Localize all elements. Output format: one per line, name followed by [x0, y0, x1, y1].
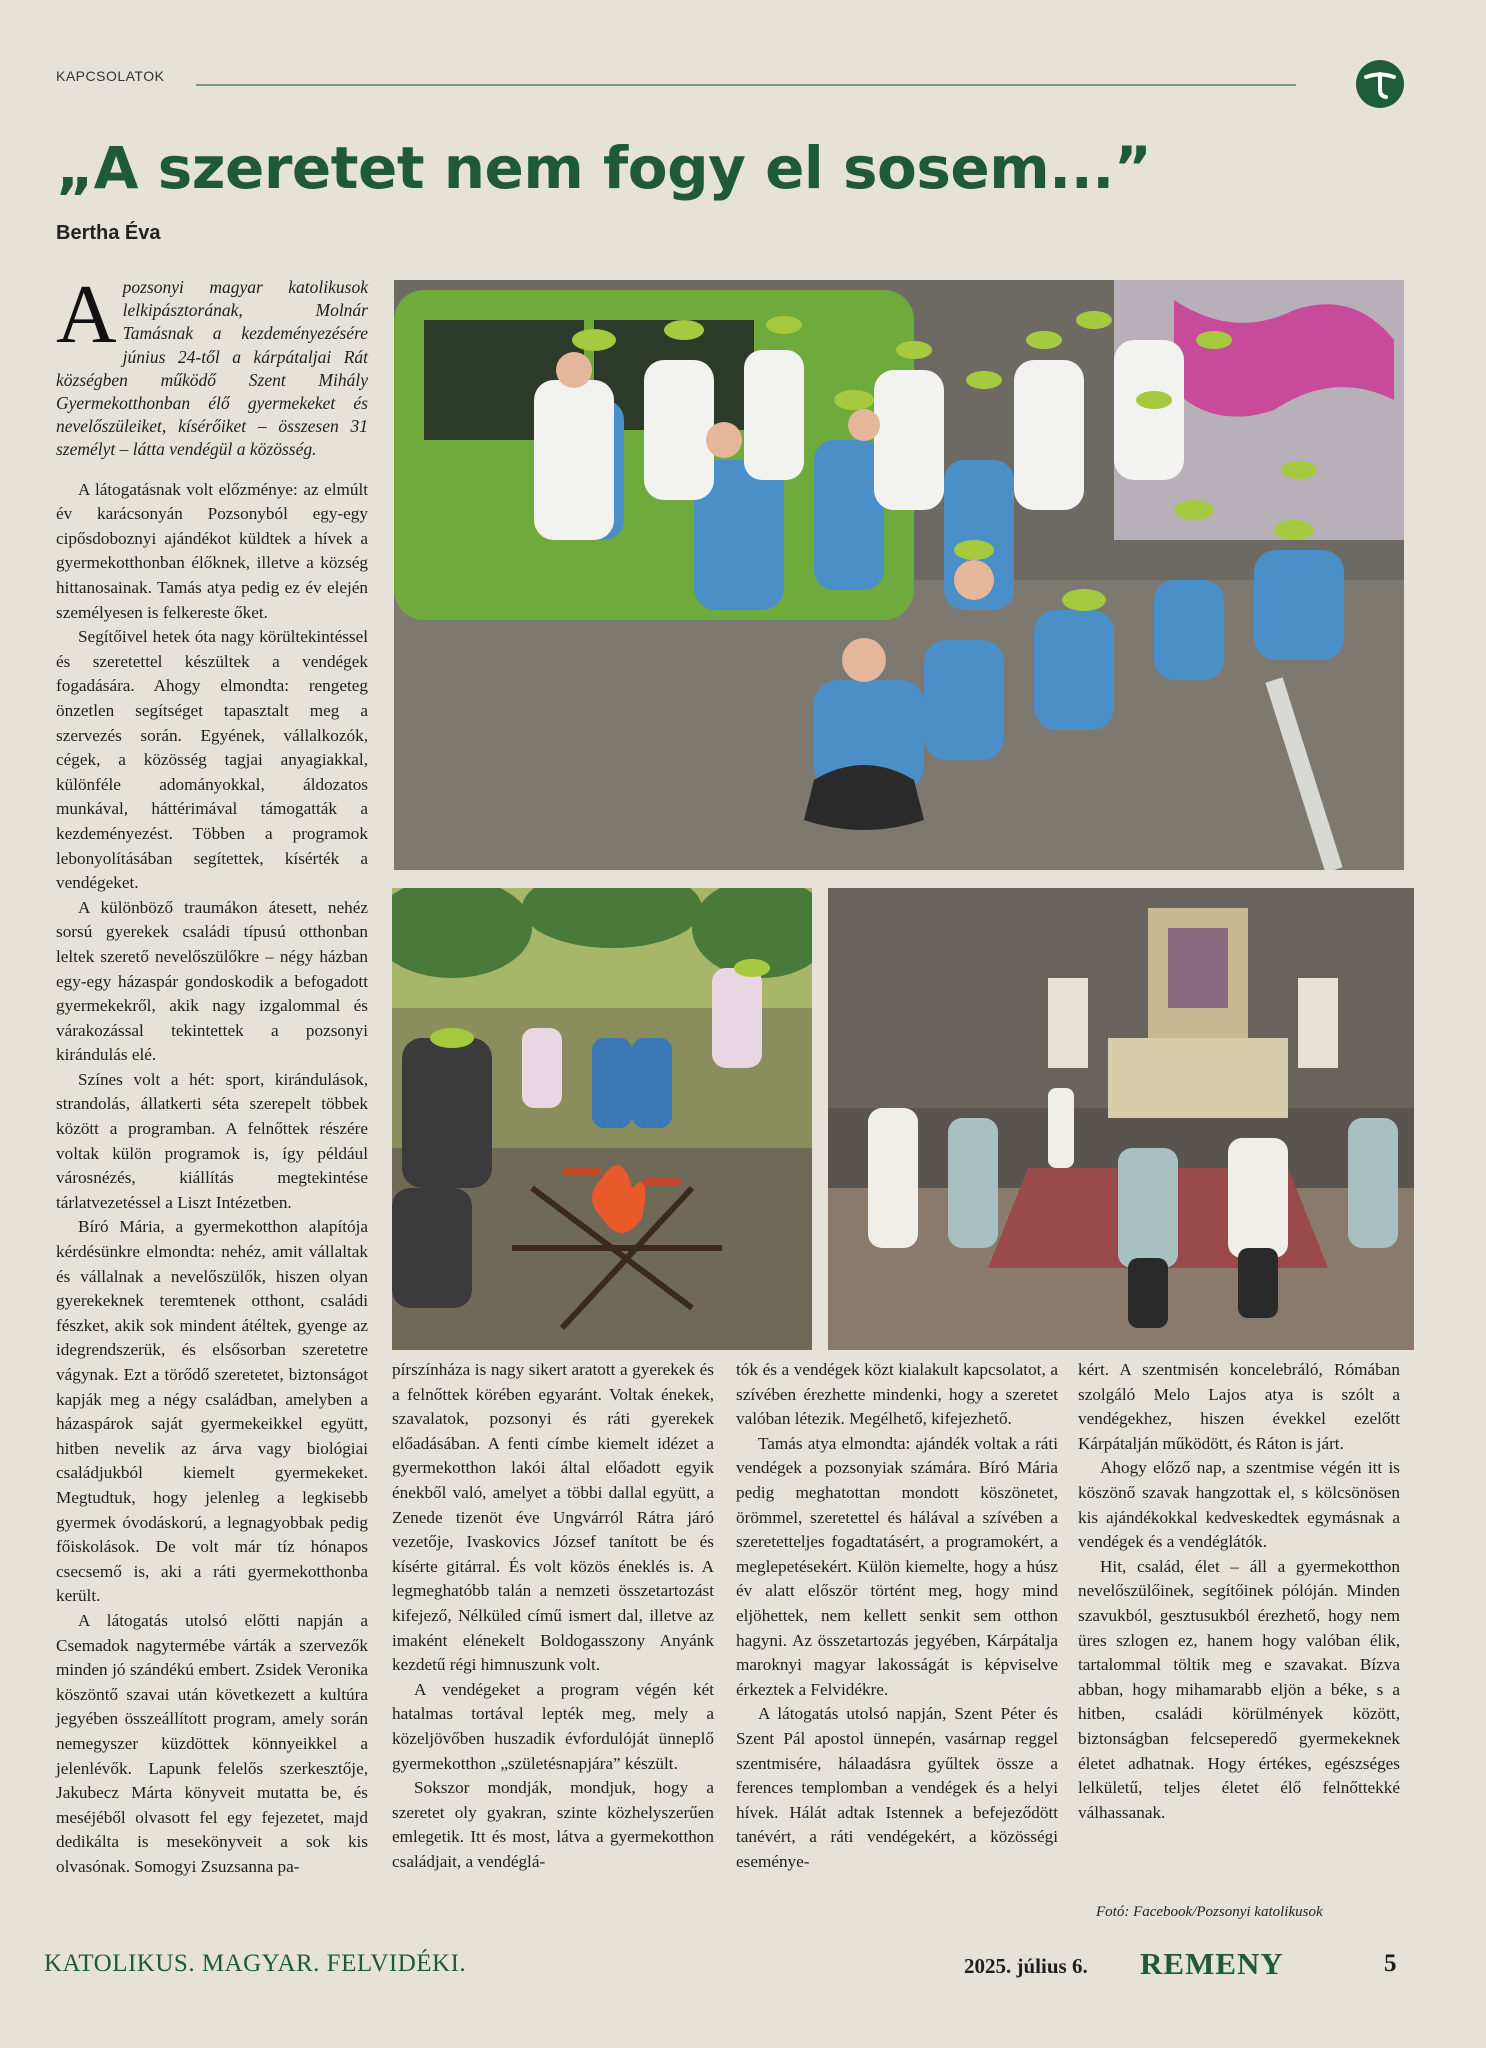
- lead-text: pozsonyi magyar katolikusok lelkipásztorának, Molnár Tamásnak a kezdeményezésére június 24-től a kárpátaljai Rát községben működő Szent Mihály Gyermekotthonban élő gyermekeket és nevelőszüleiket, kísérőiket – összesen 31 személyt – látta vendégül a közösség.: [56, 277, 368, 460]
- paragraph: Sokszor mondják, mondjuk, hogy a szeretet oly gyakran, szinte közhelyszerűen emlegetik. Itt és most, látva a gyermekotthon családjait, a vendéglá-: [392, 1778, 714, 1871]
- section-label: KAPCSOLATOK: [56, 68, 165, 84]
- text-column-2: [392, 1358, 714, 1874]
- paragraph: A vendégeket a program végén két hatalmas tortával lepték meg, mely a közeljövőben huszadik évfordulóját ünneplő gyermekotthon „születésnapjára” készült.: [392, 1679, 714, 1773]
- paragraph: Bíró Mária, a gyermekotthon alapítója kérdésünkre elmondta: nehéz, amit vállaltak és vállalnak a nevelőszülők, hiszen olyan gyerekeknek teremtenek otthont, családi fészket, akik sok mindent átéltek, gyenge az idegrendszerük, és elsősorban szeretetre vágynak. Ezt a törődő szeretetet, biztonságot kapják meg a négy családban, amelyben a házaspárok saját gyermekeikkel együtt, hitben nevelik az árva vagy biológiai családjukból kiemelt gyermekeket. Megtudtuk, hogy jelenleg a legkisebb gyermek óvodáskorú, a legnagyobbak pedig főiskolások. De volt már tíz hónapos csecsemő is, aki a ráti gyermekotthonba került.: [56, 1217, 368, 1606]
- article-title: „A szeretet nem fogy el sosem...”: [56, 134, 1152, 202]
- issue-date: 2025. július 6.: [964, 1954, 1088, 1978]
- paragraph: pírszínháza is nagy sikert aratott a gyerekek és a felnőttek körében egyaránt. Voltak énekek, szavalatok, pozsonyi és ráti gyerekek előadásában. A fenti címbe kiemelt idézet a gyermekotthon lakói által előadott egyik énekből való, amelyet a többi dallal együtt, a Zenede tizenöt éve Ungvárról Rátra járó vezetője, Ivaskovics József tanított be és kísérte gitárral. És volt közös éneklés is. A legmeghatóbb talán a nemzeti összetartozást kifejező, Nélküled című ismert dal, illetve az imaként elénekelt Boldogasszony Anyánk kezdetű régi himnuszunk volt.: [392, 1360, 714, 1675]
- article-author: Bertha Éva: [56, 222, 161, 244]
- page-number: 5: [1384, 1950, 1397, 1977]
- publication-name: REMENY: [1140, 1946, 1284, 1981]
- drop-cap: A: [56, 268, 117, 361]
- text-column-1: [56, 268, 368, 1879]
- campfire-photo: [392, 888, 812, 1350]
- lead-paragraph: [56, 268, 368, 462]
- paragraph: A különböző traumákon átesett, nehéz sorsú gyerekek családi típusú otthonban leltek szerető nevelőszülőkre – négy házban egy-egy házaspár gondoskodik a befogadott gyermekekről, akik nagy izgalommal és várakozással tekintettek a pozsonyi kirándulás elé.: [56, 897, 368, 1065]
- paragraph: Hit, család, élet – áll a gyermekotthon nevelőszülőinek, segítőinek pólóján. Minden szavukból, gesztusukból érezhető, hogy nem üres szlogen ez, hanem hogy valóban élik, tartalommal töltik meg e szavakat. Bízva abban, hogy mihamarabb eljön a béke, s a hitben, családi körülmények között, biztonságban felcseperedő gyermekeknek életet adhatnak. Hogy értékes, egészséges lelkületű, teljes életet élő felnőttekké válhassanak.: [1078, 1556, 1400, 1822]
- photo-credit: Fotó: Facebook/Pozsonyi katolikusok: [1096, 1904, 1323, 1920]
- paragraph: kért. A szentmisén koncelebráló, Rómában szolgáló Melo Lajos atya is szólt a vendégekhez, hiszen évekkel ezelőtt Kárpátalján működött, és Ráton is járt.: [1078, 1360, 1400, 1453]
- footer-tagline: KATOLIKUS. MAGYAR. FELVIDÉKI.: [44, 1950, 467, 1977]
- text-column-4: [1078, 1358, 1400, 1825]
- paragraph: A látogatás utolsó előtti napján a Csemadok nagytermébe várták a szervezők minden jó szándékú embert. Zsidek Veronika köszöntő szavai után következett a kultúra jegyében összeállított program, amely során nemegyszer küzdöttek könnyeikkel a jelenlévők. Lapunk felelős szerkesztője, Jakubecz Márta könyveit mutatta be, és meséjéből olvasott fel egy fejezetet, majd dedikálta is mesekönyveit a sok kis olvasónak. Somogyi Zsuzsanna pa-: [56, 1610, 368, 1876]
- church-photo: [828, 888, 1414, 1350]
- paragraph: Színes volt a hét: sport, kirándulások, strandolás, állatkerti séta szerepelt többek között a programban. A felnőttek részére voltak külön programok is, így például városnézés, kiállítás megtekintése tárlatvezetéssel a Liszt Intézetben.: [56, 1069, 368, 1212]
- paragraph: Tamás atya elmondta: ajándék voltak a ráti vendégek a pozsonyiak számára. Bíró Mária pedig meghatottan mondott köszönetet, örömmel, szeretettel és hálával a szívében a szeretetteljes fogadtatásért, a programokért, a meglepetésekért. Külön kiemelte, hogy a húsz év alatt először történt meg, hogy mind eljöhettek, nem kellett senkit sem otthon hagyni. Az összetartozás jegyében, Kárpátalja maroknyi magyar lakosságát is képviselve érkeztek a Felvidékre.: [736, 1433, 1058, 1699]
- group-photo: [394, 280, 1404, 870]
- paragraph: tók és a vendégek közt kialakult kapcsolatot, a szívében érezhette mindenki, hogy a szeretet valóban létezik. Megélhető, kifejezhető.: [736, 1360, 1058, 1429]
- paragraph: A látogatás utolsó napján, Szent Péter és Szent Pál apostol ünnepén, vasárnap reggel szentmisére, hálaadásra gyűltek össze a ferences templomban a vendégek és a helyi hívek. Hálát adtak Istennek a befejeződött tanévért, a ráti vendégekért, a közösségi eseménye-: [736, 1704, 1058, 1871]
- paragraph: Ahogy előző nap, a szentmise végén itt is köszönő szavak hangzottak el, s kölcsönösen kis ajándékokkal kedveskedtek egymásnak a vendégek és a vendéglátók.: [1078, 1458, 1400, 1552]
- cross-logo-icon: [1356, 60, 1404, 108]
- paragraph: Segítőivel hetek óta nagy körültekintéssel és szeretettel készültek a vendégek fogadására. Ahogy elmondta: rengeteg önzetlen segítséget tapasztalt meg a szervezés során. Egyének, vállalkozók, cégek, a közösség tagjai anyagiakkal, különféle adományokkal, áldozatos munkával, háttérimával támogatták a kezdeményezést. Többen a programok lebonyolításában segítettek, kísérték a vendégeket.: [56, 627, 368, 893]
- text-column-3: [736, 1358, 1058, 1874]
- paragraph: A látogatásnak volt előzménye: az elmúlt év karácsonyán Pozsonyból egy-egy cipősdoboznyi ajándékot küldtek a hívek a gyermekotthonban élőknek, illetve a község hittanosainak. Tamás atya pedig ez év elején személyesen is felkereste őket.: [56, 479, 368, 622]
- header-rule: [196, 84, 1296, 86]
